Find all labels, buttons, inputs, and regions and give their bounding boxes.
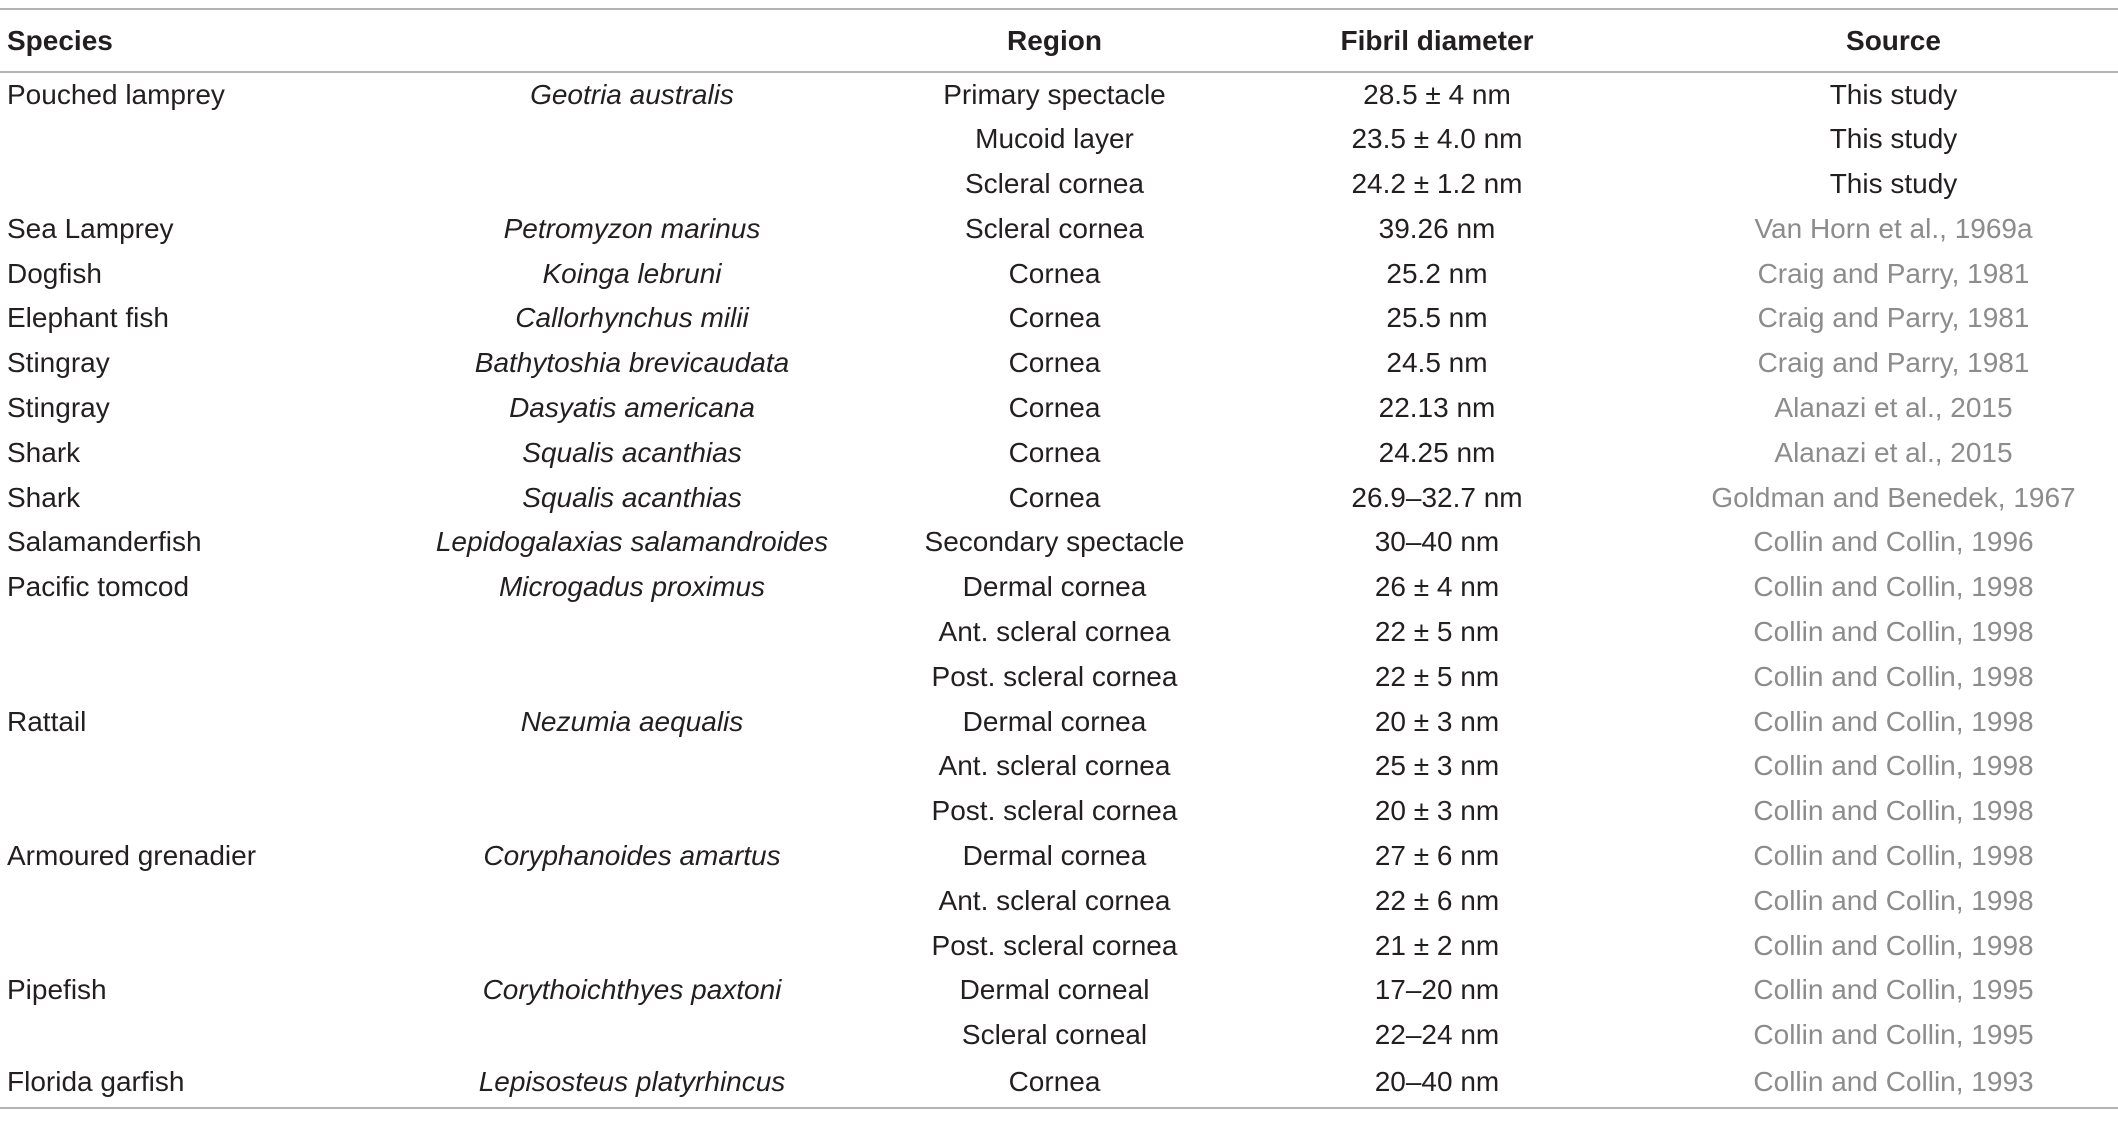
- table-row: [0, 968, 2118, 1013]
- table-row: [0, 475, 2118, 520]
- cell-source: Collin and Collin, 1998: [1753, 705, 2034, 737]
- cell-source: Collin and Collin, 1998: [1753, 929, 2034, 961]
- header-scientific-name: [367, 9, 897, 72]
- cell-region: Ant. scleral cornea: [938, 750, 1171, 782]
- cell-species: Stingray: [7, 391, 110, 423]
- cell-scientific-name: Lepidogalaxias salamandroides: [435, 526, 829, 558]
- cell-species: Sea Lamprey: [7, 212, 174, 244]
- cell-fibril-diameter: 39.26 nm: [1378, 212, 1496, 244]
- cell-region: Post. scleral cornea: [931, 660, 1178, 692]
- table-body: [0, 72, 2118, 1108]
- cell-source: Collin and Collin, 1998: [1753, 839, 2034, 871]
- cell-fibril-diameter: 24.25 nm: [1378, 436, 1496, 468]
- cell-region: Scleral cornea: [965, 167, 1144, 199]
- table-row: [0, 923, 2118, 968]
- cell-scientific-name: Nezumia aequalis: [520, 705, 744, 737]
- cell-source: Craig and Parry, 1981: [1757, 302, 2030, 334]
- cell-fibril-diameter: 22.13 nm: [1378, 391, 1496, 423]
- cell-source: This study: [1829, 78, 1958, 110]
- cell-scientific-name: Callorhynchus milii: [515, 302, 749, 334]
- cell-source: Collin and Collin, 1998: [1753, 571, 2034, 603]
- cell-scientific-name: Lepisosteus platyrhincus: [367, 1058, 897, 1108]
- table-row: [0, 610, 2118, 655]
- cell-source: Collin and Collin, 1993: [1662, 1058, 2118, 1108]
- cell-fibril-diameter: 26.9–32.7 nm: [1351, 481, 1523, 513]
- cell-scientific-name: [367, 744, 897, 789]
- cell-fibril-diameter: 27 ± 6 nm: [1374, 839, 1500, 871]
- cell-species: Rattail: [7, 705, 87, 737]
- table-row: [0, 386, 2118, 431]
- cell-species: Florida garfish: [0, 1058, 367, 1108]
- cell-source: This study: [1829, 123, 1958, 155]
- cell-fibril-diameter: 28.5 ± 4 nm: [1363, 78, 1511, 110]
- cell-fibril-diameter: 20–40 nm: [1212, 1058, 1662, 1108]
- cell-fibril-diameter: 25 ± 3 nm: [1374, 750, 1500, 782]
- cell-region: Secondary spectacle: [924, 526, 1185, 558]
- cell-region: Dermal cornea: [962, 839, 1147, 871]
- cell-species: [0, 744, 367, 789]
- cell-source: Craig and Parry, 1981: [1757, 347, 2030, 379]
- cell-region: Post. scleral cornea: [931, 795, 1178, 827]
- cell-fibril-diameter: 25.2 nm: [1386, 257, 1488, 289]
- cell-source: Craig and Parry, 1981: [1757, 257, 2030, 289]
- cell-region: Cornea: [1008, 302, 1101, 334]
- cell-region: Post. scleral cornea: [931, 929, 1178, 961]
- cell-scientific-name: Squalis acanthias: [522, 481, 742, 513]
- cell-source: Collin and Collin, 1995: [1753, 974, 2034, 1006]
- cell-source: Alanazi et al., 2015: [1774, 436, 2013, 468]
- cell-species: Shark: [7, 481, 81, 513]
- cell-species: [0, 162, 367, 207]
- cell-scientific-name: [367, 162, 897, 207]
- cell-species: [0, 610, 367, 655]
- cell-species: [0, 878, 367, 923]
- cell-fibril-diameter: 22 ± 5 nm: [1374, 615, 1500, 647]
- cell-source: Alanazi et al., 2015: [1774, 391, 2013, 423]
- cell-source: Collin and Collin, 1998: [1753, 795, 2034, 827]
- table-row: [0, 251, 2118, 296]
- cell-scientific-name: [367, 117, 897, 162]
- cell-region: Cornea: [1008, 391, 1101, 423]
- cell-region: Mucoid layer: [975, 123, 1134, 155]
- cell-species: Salamanderfish: [7, 526, 202, 558]
- cell-fibril-diameter: 25.5 nm: [1386, 302, 1488, 334]
- table-row: [0, 162, 2118, 207]
- cell-scientific-name: [367, 789, 897, 834]
- cell-scientific-name: Squalis acanthias: [522, 436, 742, 468]
- table-row: [0, 789, 2118, 834]
- cell-fibril-diameter: 24.5 nm: [1386, 347, 1488, 379]
- cell-species: Stingray: [7, 347, 110, 379]
- cell-species: [0, 789, 367, 834]
- cell-scientific-name: Koinga lebruni: [542, 257, 722, 289]
- table-row: [0, 744, 2118, 789]
- cell-species: [0, 923, 367, 968]
- table-row: [0, 117, 2118, 162]
- cell-species: Pouched lamprey: [7, 78, 225, 110]
- cell-scientific-name: Corythoichthyes paxtoni: [482, 974, 782, 1006]
- cell-region: Cornea: [1008, 347, 1101, 379]
- table-row: [0, 834, 2118, 879]
- cell-fibril-diameter: 22–24 nm: [1374, 1019, 1500, 1051]
- cell-region: Dermal cornea: [962, 571, 1147, 603]
- header-species: Species: [0, 9, 367, 72]
- cell-scientific-name: Dasyatis americana: [509, 391, 755, 423]
- cell-scientific-name: Geotria australis: [530, 78, 734, 110]
- fibril-diameter-table: [0, 8, 2118, 1109]
- cell-fibril-diameter: 21 ± 2 nm: [1374, 929, 1500, 961]
- cell-scientific-name: Coryphanoides amartus: [483, 839, 781, 871]
- cell-region: Cornea: [1008, 436, 1101, 468]
- cell-species: Pacific tomcod: [7, 571, 190, 603]
- cell-scientific-name: [367, 1013, 897, 1058]
- table-row: [0, 296, 2118, 341]
- cell-fibril-diameter: 22 ± 6 nm: [1374, 884, 1500, 916]
- table-row: [0, 1058, 2118, 1108]
- cell-region: Dermal corneal: [959, 974, 1150, 1006]
- cell-region: Cornea: [1008, 257, 1101, 289]
- cell-species: [0, 1013, 367, 1058]
- cell-region: Ant. scleral cornea: [938, 615, 1171, 647]
- cell-fibril-diameter: 20 ± 3 nm: [1374, 795, 1500, 827]
- header-region: Region: [897, 9, 1212, 72]
- table-row: [0, 1013, 2118, 1058]
- cell-species: [0, 654, 367, 699]
- cell-source: Goldman and Benedek, 1967: [1711, 481, 2076, 513]
- cell-species: Dogfish: [7, 257, 102, 289]
- cell-scientific-name: [367, 610, 897, 655]
- cell-fibril-diameter: 17–20 nm: [1374, 974, 1500, 1006]
- table-row: [0, 72, 2118, 117]
- table-row: [0, 341, 2118, 386]
- cell-source: Collin and Collin, 1998: [1753, 660, 2034, 692]
- cell-region: Scleral cornea: [965, 212, 1144, 244]
- table-header: [0, 9, 2118, 72]
- cell-fibril-diameter: 26 ± 4 nm: [1374, 571, 1500, 603]
- cell-source: This study: [1829, 167, 1958, 199]
- cell-species: [0, 117, 367, 162]
- cell-region: Cornea: [897, 1058, 1212, 1108]
- header-fibril-diameter: Fibril diameter: [1212, 9, 1662, 72]
- cell-region: Ant. scleral cornea: [938, 884, 1171, 916]
- cell-region: Primary spectacle: [943, 78, 1166, 110]
- cell-source: Collin and Collin, 1998: [1753, 884, 2034, 916]
- cell-species: Elephant fish: [7, 302, 169, 334]
- cell-source: Collin and Collin, 1998: [1753, 750, 2034, 782]
- table-row: [0, 565, 2118, 610]
- cell-region: Cornea: [1008, 481, 1101, 513]
- cell-fibril-diameter: 20 ± 3 nm: [1374, 705, 1500, 737]
- cell-scientific-name: [367, 923, 897, 968]
- cell-fibril-diameter: 24.2 ± 1.2 nm: [1351, 167, 1523, 199]
- cell-fibril-diameter: 23.5 ± 4.0 nm: [1351, 123, 1523, 155]
- cell-source: Collin and Collin, 1998: [1753, 615, 2034, 647]
- cell-scientific-name: Microgadus proximus: [498, 571, 766, 603]
- table-row: [0, 430, 2118, 475]
- cell-species: Armoured grenadier: [7, 839, 257, 871]
- cell-species: Pipefish: [7, 974, 107, 1006]
- cell-species: Shark: [7, 436, 81, 468]
- table-row: [0, 206, 2118, 251]
- table-row: [0, 878, 2118, 923]
- table-row: [0, 654, 2118, 699]
- table-row: [0, 520, 2118, 565]
- cell-region: Dermal cornea: [962, 705, 1147, 737]
- header-source: Source: [1662, 9, 2118, 72]
- cell-fibril-diameter: 30–40 nm: [1374, 526, 1500, 558]
- cell-source: Van Horn et al., 1969a: [1754, 212, 2033, 244]
- cell-scientific-name: [367, 654, 897, 699]
- cell-region: Scleral corneal: [961, 1019, 1148, 1051]
- cell-scientific-name: [367, 878, 897, 923]
- cell-source: Collin and Collin, 1996: [1753, 526, 2034, 558]
- table-row: [0, 699, 2118, 744]
- header-row: [0, 9, 2118, 72]
- cell-fibril-diameter: 22 ± 5 nm: [1374, 660, 1500, 692]
- cell-scientific-name: Bathytoshia brevicaudata: [474, 347, 790, 379]
- cell-source: Collin and Collin, 1995: [1753, 1019, 2034, 1051]
- cell-scientific-name: Petromyzon marinus: [503, 212, 761, 244]
